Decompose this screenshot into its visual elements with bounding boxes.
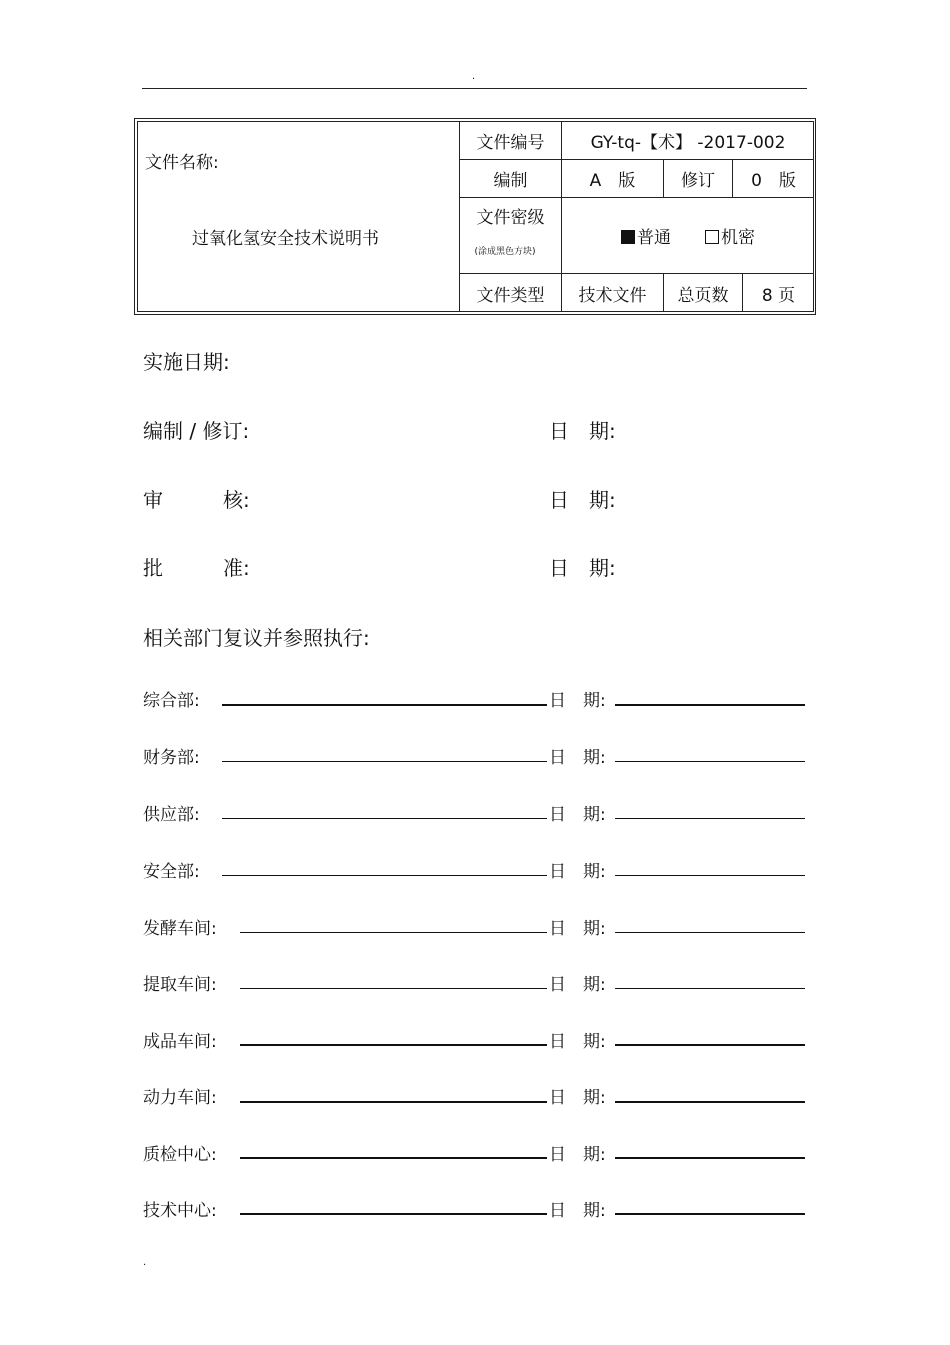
department-name: 成品车间: — [143, 1032, 217, 1052]
pages-value: 8 页 — [761, 285, 796, 306]
date-line[interactable] — [615, 1044, 805, 1046]
filled-square-icon — [621, 230, 635, 244]
secrecy-note: (涂成黑色方块) — [474, 246, 536, 257]
date-line[interactable] — [615, 704, 805, 706]
file-number-value: GY-tq-【术】 -2017-002 — [590, 133, 786, 153]
department-date-label: 日 期: — [549, 919, 606, 939]
compile-value: A 版 — [589, 171, 636, 191]
date-line[interactable] — [615, 818, 805, 819]
secrecy-normal-label: 普通 — [637, 228, 671, 248]
signature-line[interactable] — [240, 1044, 547, 1046]
department-name: 质检中心: — [143, 1145, 217, 1165]
type-label: 文件类型 — [476, 285, 545, 306]
date-line[interactable] — [615, 761, 805, 762]
department-date-label: 日 期: — [549, 975, 606, 995]
department-name: 动力车间: — [143, 1088, 217, 1108]
date-line[interactable] — [615, 932, 805, 933]
revise-value: 0 版 — [751, 171, 796, 191]
review-label: 审 核: — [143, 488, 250, 512]
empty-square-icon — [705, 230, 719, 244]
header-dot: . — [472, 71, 476, 82]
department-name: 提取车间: — [143, 975, 217, 995]
department-date-label: 日 期: — [549, 1088, 606, 1108]
signature-line[interactable] — [222, 875, 547, 876]
signature-line[interactable] — [240, 988, 547, 989]
signature-line[interactable] — [222, 761, 547, 762]
compile-label: 编制 — [493, 171, 528, 191]
secrecy-label: 文件密级 — [476, 207, 545, 228]
department-name: 发酵车间: — [143, 919, 217, 939]
secrecy-option-confidential[interactable] — [705, 223, 755, 248]
department-date-label: 日 期: — [549, 1201, 606, 1221]
revise-label: 修订 — [681, 171, 715, 191]
date-line[interactable] — [615, 875, 805, 876]
date-line[interactable] — [615, 988, 805, 989]
department-date-label: 日 期: — [549, 1032, 606, 1052]
secrecy-confidential-label: 机密 — [721, 228, 755, 248]
signature-line[interactable] — [222, 818, 547, 819]
compile-date-label: 日 期: — [549, 419, 616, 443]
approve-date-label: 日 期: — [549, 556, 616, 580]
department-date-label: 日 期: — [549, 805, 606, 825]
department-name: 综合部: — [143, 691, 200, 711]
departments-heading: 相关部门复议并参照执行: — [143, 626, 370, 650]
department-date-label: 日 期: — [549, 1145, 606, 1165]
pages-label: 总页数 — [677, 285, 729, 306]
file-name-value: 过氧化氢安全技术说明书 — [192, 229, 379, 249]
signature-line[interactable] — [240, 1157, 547, 1159]
date-line[interactable] — [615, 1157, 805, 1159]
footer-dot: . — [143, 1257, 147, 1268]
signature-line[interactable] — [240, 932, 547, 933]
department-date-label: 日 期: — [549, 748, 606, 768]
department-name: 技术中心: — [143, 1201, 217, 1221]
department-date-label: 日 期: — [549, 691, 606, 711]
review-date-label: 日 期: — [549, 488, 616, 512]
type-value: 技术文件 — [578, 285, 647, 306]
department-date-label: 日 期: — [549, 862, 606, 882]
signature-line[interactable] — [240, 1213, 547, 1215]
implement-date-label: 实施日期: — [143, 350, 230, 374]
file-number-label: 文件编号 — [476, 133, 545, 153]
file-name-label: 文件名称: — [145, 153, 219, 173]
date-line[interactable] — [615, 1213, 805, 1215]
signature-line[interactable] — [240, 1101, 547, 1103]
department-name: 供应部: — [143, 805, 200, 825]
signature-line[interactable] — [222, 704, 547, 706]
compile-revise-label: 编制 / 修订: — [143, 419, 250, 443]
department-name: 财务部: — [143, 748, 200, 768]
department-name: 安全部: — [143, 862, 200, 882]
header-rule — [142, 88, 807, 89]
secrecy-option-normal[interactable] — [621, 223, 671, 248]
approve-label: 批 准: — [143, 556, 250, 580]
date-line[interactable] — [615, 1101, 805, 1103]
secrecy-options — [562, 198, 814, 273]
